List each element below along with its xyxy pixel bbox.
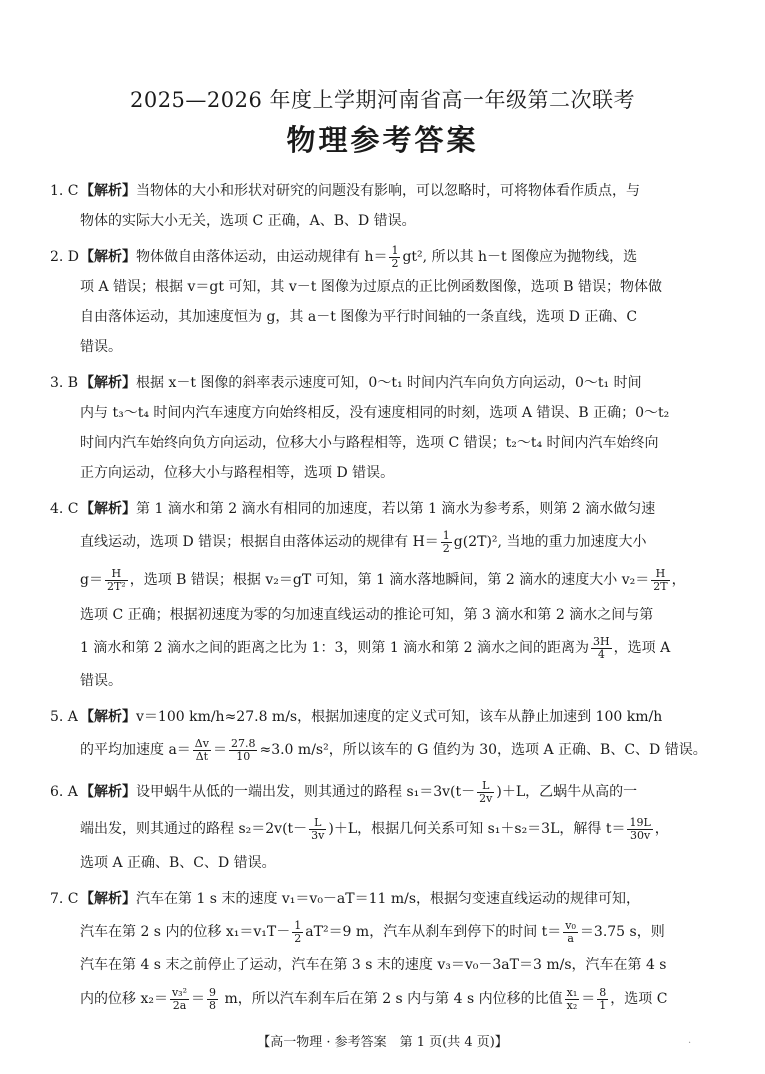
fraction: $\frac{1}{2}$ — [294, 918, 302, 945]
analysis-tag: 【解析】 — [80, 183, 136, 199]
fraction: $\frac{27.8}{10}$ — [230, 736, 256, 763]
answer-number: 5. A — [50, 709, 78, 725]
answer-list — [50, 176, 707, 1024]
analysis-tag: 【解析】 — [80, 709, 136, 725]
analysis-tag: 【解析】 — [80, 375, 136, 391]
answer-item-3: 3. B 【解析】根据 x－t 图像的斜率表示速度可知，0～t₁ 时间内汽车向负方向运动，0～t₁ 时间 内与 t₃～t₄ 时间内汽车速度方向始终相反，没有速度相同的时刻，选项 A 错误、B 正确；0～t₂ 时间内汽车始终向负方向运动，位移大小与路程相等，选项 C 错误；t₂～t₄ 时间内汽车始终向 正方向运动，位移大小与路程相等，选项 D 错误。 — [50, 368, 700, 488]
fraction: $\frac{H}{2T}$ — [653, 566, 668, 593]
analysis-tag: 【解析】 — [80, 891, 136, 907]
fraction: $\frac{19L}{30v}$ — [629, 815, 651, 842]
answer-item-1: 1. C【解析】当物体的大小和形状对研究的问题没有影响，可以忽略时，可将物体看作质点，与 物体的实际大小无关，选项 C 正确，A、B、D 错误。 — [50, 176, 700, 236]
answer-number: 1. C — [50, 183, 79, 199]
answer-item-5: 5. A 【解析】v＝100 km/h≈27.8 m/s，根据加速度的定义式可知，该车从静止加速到 100 km/h 的平均加速度 a＝ $\frac{\Delta v}{\Delta t}$ ＝ $\frac{27.8}{10}$ ≈3.0 m/s²，所以该车的 G 值约为 30，选项 A 正确、B、C、D 错误。 — [50, 702, 700, 768]
answer-number: 4. C — [50, 501, 79, 517]
answer-number: 7. C — [50, 891, 79, 907]
answer-number: 3. B — [50, 375, 79, 391]
fraction: $\frac{L}{2v}$ — [479, 778, 493, 805]
fraction: $\frac{L}{3v}$ — [311, 815, 325, 842]
fraction: $\frac{9}{8}$ — [209, 985, 217, 1012]
answer-item-6: 6. A 【解析】设甲蜗牛从低的一端出发，则其通过的路程 s₁＝3v(t－ $\frac{L}{2v}$ )＋L，乙蜗牛从高的一 端出发，则其通过的路程 s₂＝2v(t－ $\frac{L}{3v}$ )＋L，根据几何关系可知 s₁＋s₂＝3L，解得 t＝ $\frac{19L}{30v}$ ， 选项 A 正确、B、C、D 错误。 — [50, 774, 700, 878]
fraction: $\frac{\Delta v}{\Delta t}$ — [194, 736, 209, 763]
fraction: $\frac{1}{2}$ — [391, 243, 399, 270]
fraction: $\frac{8}{1}$ — [599, 985, 607, 1012]
answer-number: 6. A — [50, 784, 78, 800]
fraction: $\frac{\text{v₃²}}{2a}$ — [171, 985, 188, 1012]
analysis-tag: 【解析】 — [80, 249, 136, 265]
analysis-tag: 【解析】 — [80, 784, 136, 800]
answer-item-2: 2. D【解析】物体做自由落体运动，由运动规律有 h＝ $\frac{1}{2}$ gt², 所以其 h－t 图像应为抛物线，选 项 A 错误；根据 v＝gt 可知，其 v－t 图像为过原点的正比例函数图像，选项 B 错误；物体做 自由落体运动，其加速度恒为 g，其 a－t 图像为平行时间轴的一条直线，选项 D 正确、C 错误。 — [50, 243, 663, 355]
exam-title: 2025—2026 年度上学期河南省高一年级第二次联考 — [129, 88, 636, 112]
answer-item-4: 4. C【解析】第 1 滴水和第 2 滴水有相同的加速度，若以第 1 滴水为参考系，则第 2 滴水做匀速 直线运动，选项 D 错误；根据自由落体运动的规律有 H＝ $\frac{1}{2}$ g(2T)², 当地的重力加速度大小 g＝ $\frac{H}{\text{2T²}}$ ，选项 B 错误；根据 v₂＝gT 可知，第 1 滴水落地瞬间，第 2 滴水的速度大小 v₂＝ $\frac{H}{2T}$ ， 选项 C 正确；根据初速度为零的匀加速直线运动的推论可知，第 3 滴水和第 2 滴水之间与第 1 滴水和第 2 滴水之间的距离之比为 1：3，则第 1 滴水和第 2 滴水之间的距离为 $\frac{3H}{4}$ ，选项 A 错误。 — [50, 494, 700, 696]
answer-item-7: 7. C【解析】汽车在第 1 s 末的速度 v₁＝v₀－aT＝11 m/s，根据匀变速直线运动的规律可知， 汽车在第 2 s 内的位移 x₁＝v₁T－ $\frac{1}{2}$ aT²＝9 m，汽车从刹车到停下的时间 t＝ $\frac{\text{v₀}}{a}$ ＝3.75 s，则 汽车在第 4 s 末之前停止了运动，汽车在第 3 s 末的速度 v₃＝v₀－3aT＝3 m/s，汽车在第 4 s 内的位移 x₂＝ $\frac{\text{v₃²}}{2a}$ ＝ $\frac{9}{8}$ m，所以汽车刹车后在第 2 s 内与第 4 s 内位移的比值 $\frac{\text{x₁}}{\text{x₂}}$ ＝ $\frac{8}{1}$ ，选项 C — [50, 884, 700, 1018]
page-footer: 【高一物理 · 参考答案 第 1 页(共 4 页)】 — [257, 1035, 508, 1050]
fraction: $\frac{\text{v₀}}{a}$ — [565, 918, 576, 945]
analysis-tag: 【解析】 — [80, 501, 136, 517]
page-title: 物理参考答案 — [286, 123, 479, 157]
fraction: $\frac{\text{x₁}}{\text{x₂}}$ — [566, 985, 578, 1012]
corner-mark: · — [688, 1038, 692, 1049]
fraction: $\frac{H}{\text{2T²}}$ — [106, 566, 126, 593]
fraction: $\frac{3H}{4}$ — [593, 634, 610, 661]
fraction: $\frac{1}{2}$ — [442, 528, 450, 555]
answer-number: 2. D — [50, 249, 80, 265]
